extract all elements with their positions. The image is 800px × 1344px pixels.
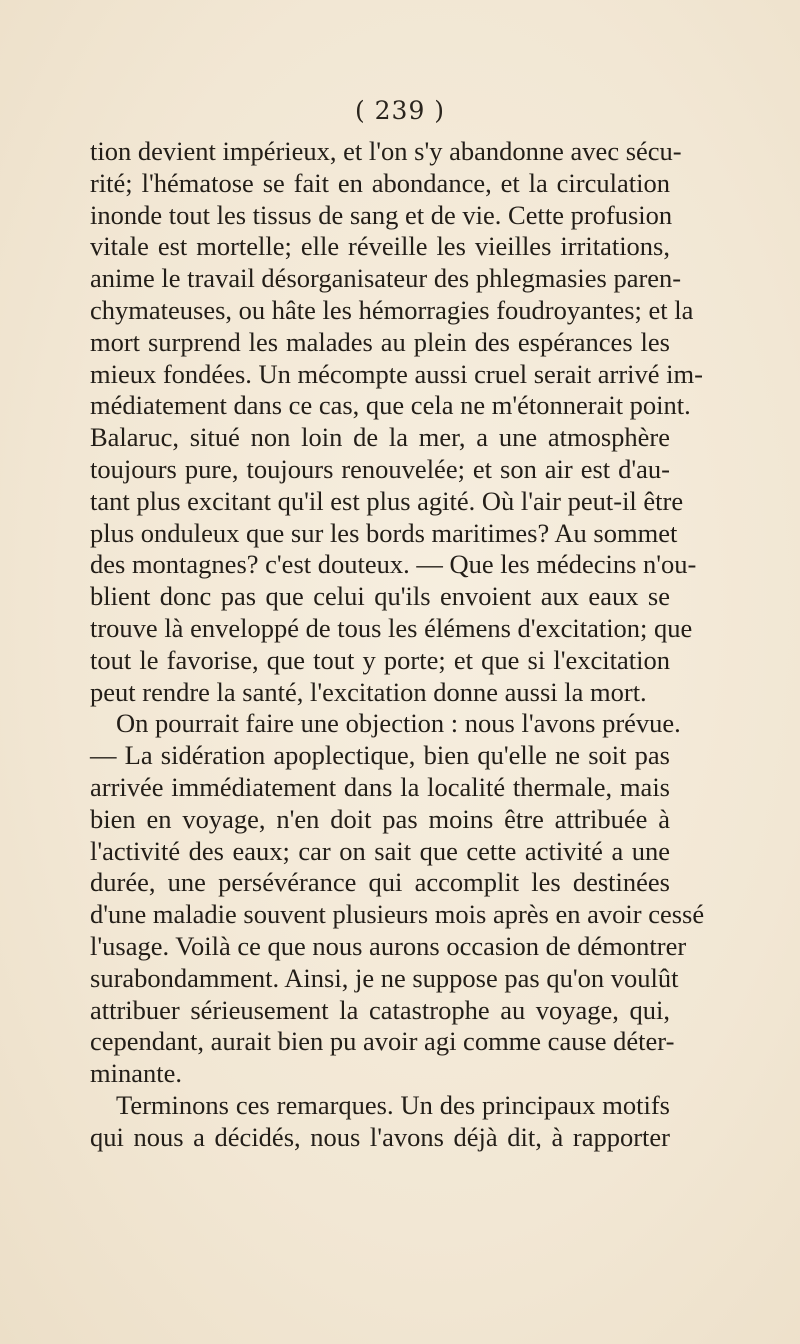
paragraph-1 bbox=[90, 136, 703, 708]
text-line: vitale est mortelle; elle réveille les vieilles irritations, bbox=[90, 231, 670, 262]
text-line: Terminons ces remarques. Un des principaux motifs bbox=[116, 1089, 670, 1120]
text-line: durée, une persévérance qui accomplit les destinées bbox=[90, 867, 670, 898]
text-line: On pourrait faire une objection : nous l'avons prévue. bbox=[116, 708, 681, 739]
text-line: minante. bbox=[90, 1058, 182, 1089]
text-line: d'une maladie souvent plusieurs mois après en avoir cessé bbox=[90, 899, 705, 930]
text-line: l'usage. Voilà ce que nous aurons occasion de démontrer bbox=[90, 930, 687, 961]
paragraph-2 bbox=[90, 708, 705, 1090]
text-line: trouve là enveloppé de tous les élémens d'excitation; que bbox=[90, 612, 693, 643]
text-line: tant plus excitant qu'il est plus agité. Où l'air peut-il être bbox=[90, 485, 684, 516]
text-line: mort surprend les malades au plein des espérances les bbox=[90, 326, 670, 357]
text-line: qui nous a décidés, nous l'avons déjà dit, à rapporter bbox=[90, 1121, 670, 1152]
text-line: arrivée immédiatement dans la localité thermale, mais bbox=[90, 771, 670, 802]
text-line: plus onduleux que sur les bords maritimes? Au sommet bbox=[90, 517, 678, 548]
text-line: Balaruc, situé non loin de la mer, a une atmosphère bbox=[90, 422, 670, 453]
text-line: tout le favorise, que tout y porte; et que si l'excitation bbox=[90, 644, 670, 675]
paragraph-3 bbox=[90, 1090, 670, 1154]
text-line: — La sidération apoplectique, bien qu'elle ne soit pas bbox=[90, 740, 670, 771]
text-line: mieux fondées. Un mécompte aussi cruel serait arrivé im- bbox=[90, 358, 703, 389]
text-line: chymateuses, ou hâte les hémorragies foudroyantes; et la bbox=[90, 294, 694, 325]
text-line: cependant, aurait bien pu avoir agi comme cause déter- bbox=[90, 1026, 675, 1057]
text-line: des montagnes? c'est douteux. — Que les médecins n'ou- bbox=[90, 549, 697, 580]
body-text bbox=[90, 136, 705, 1154]
text-line: rité; l'hématose se fait en abondance, et la circulation bbox=[90, 167, 670, 198]
text-line: attribuer sérieusement la catastrophe au voyage, qui, bbox=[90, 994, 670, 1025]
text-line: tion devient impérieux, et l'on s'y abandonne avec sécu- bbox=[90, 136, 682, 166]
text-line: bien en voyage, n'en doit pas moins être attribuée à bbox=[90, 803, 670, 834]
text-line: surabondamment. Ainsi, je ne suppose pas qu'on voulût bbox=[90, 962, 679, 993]
text-line: toujours pure, toujours renouvelée; et son air est d'au- bbox=[90, 453, 670, 484]
text-line: anime le travail désorganisateur des phlegmasies paren- bbox=[90, 263, 682, 294]
text-line: l'activité des eaux; car on sait que cette activité a une bbox=[90, 835, 670, 866]
text-line: médiatement dans ce cas, que cela ne m'étonnerait point. bbox=[90, 390, 691, 421]
text-line: inonde tout les tissus de sang et de vie. Cette profusion bbox=[90, 199, 673, 230]
page-number: ( 239 ) bbox=[354, 96, 446, 125]
text-line: peut rendre la santé, l'excitation donne aussi la mort. bbox=[90, 676, 647, 707]
text-line: blient donc pas que celui qu'ils envoient aux eaux se bbox=[90, 581, 670, 612]
